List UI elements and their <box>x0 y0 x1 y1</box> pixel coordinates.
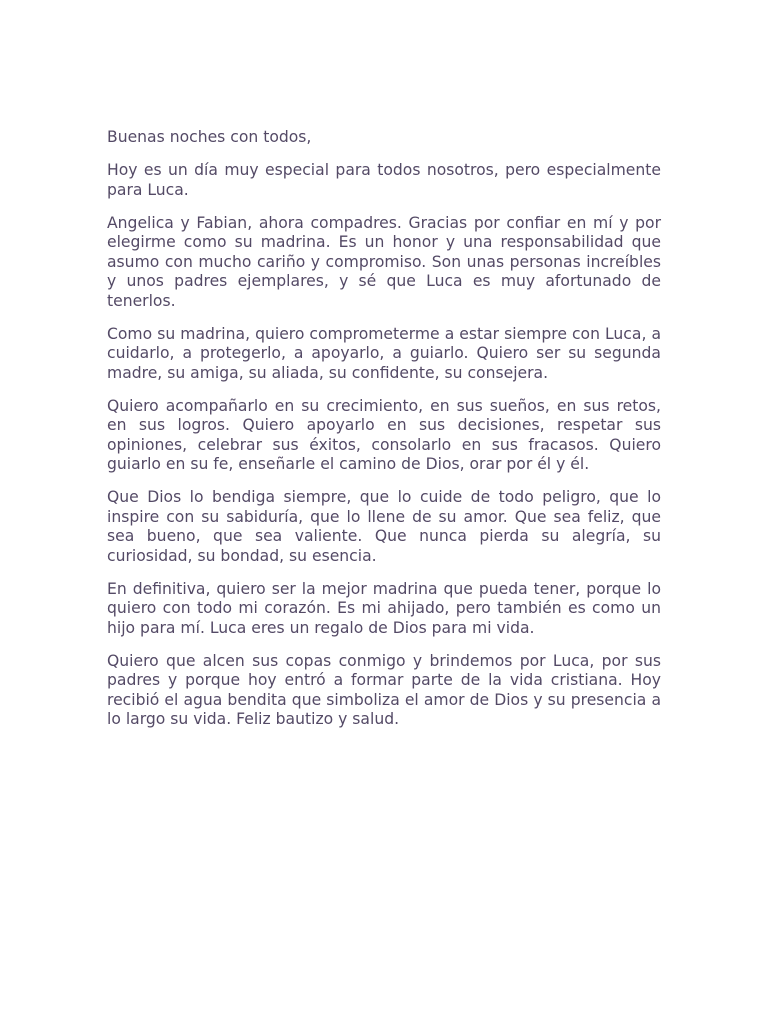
paragraph-2: Angelica y Fabian, ahora compadres. Gracias por confiar en mí y por elegirme como su madrina. Es un honor y una responsabilidad que asumo con mucho cariño y compromiso. Son unas personas increíbles y unos padres ejemplares, y sé que Luca es muy afortunado de tenerlos. <box>107 213 661 310</box>
paragraph-3: Como su madrina, quiero comprometerme a estar siempre con Luca, a cuidarlo, a protegerlo, a apoyarlo, a guiarlo. Quiero ser su segunda madre, su amiga, su aliada, su confidente, su consejera. <box>107 324 661 382</box>
paragraph-6: En definitiva, quiero ser la mejor madrina que pueda tener, porque lo quiero con todo mi corazón. Es mi ahijado, pero también es como un hijo para mí. Luca eres un regalo de Dios para mi vida. <box>107 579 661 637</box>
paragraph-1: Hoy es un día muy especial para todos nosotros, pero especialmente para Luca. <box>107 161 661 199</box>
paragraph-5: Que Dios lo bendiga siempre, que lo cuide de todo peligro, que lo inspire con su sabiduría, que lo llene de su amor. Que sea feliz, que sea bueno, que sea valiente. Que nunca pierda su alegría, su curiosidad, su bondad, su esencia. <box>107 488 661 565</box>
paragraph-4: Quiero acompañarlo en su crecimiento, en sus sueños, en sus retos, en sus logros. Quiero apoyarlo en sus decisiones, respetar sus opiniones, celebrar sus éxitos, consolarlo en sus fracasos. Quiero guiarlo en su fe, enseñarle el camino de Dios, orar por él y él. <box>107 396 661 473</box>
greeting-paragraph: Buenas noches con todos, <box>107 128 312 146</box>
paragraph-7: Quiero que alcen sus copas conmigo y brindemos por Luca, por sus padres y porque hoy entró a formar parte de la vida cristiana. Hoy recibió el agua bendita que simboliza el amor de Dios y su presencia a lo largo su vida. Feliz bautizo y salud. <box>107 651 661 728</box>
document-page <box>107 128 661 743</box>
